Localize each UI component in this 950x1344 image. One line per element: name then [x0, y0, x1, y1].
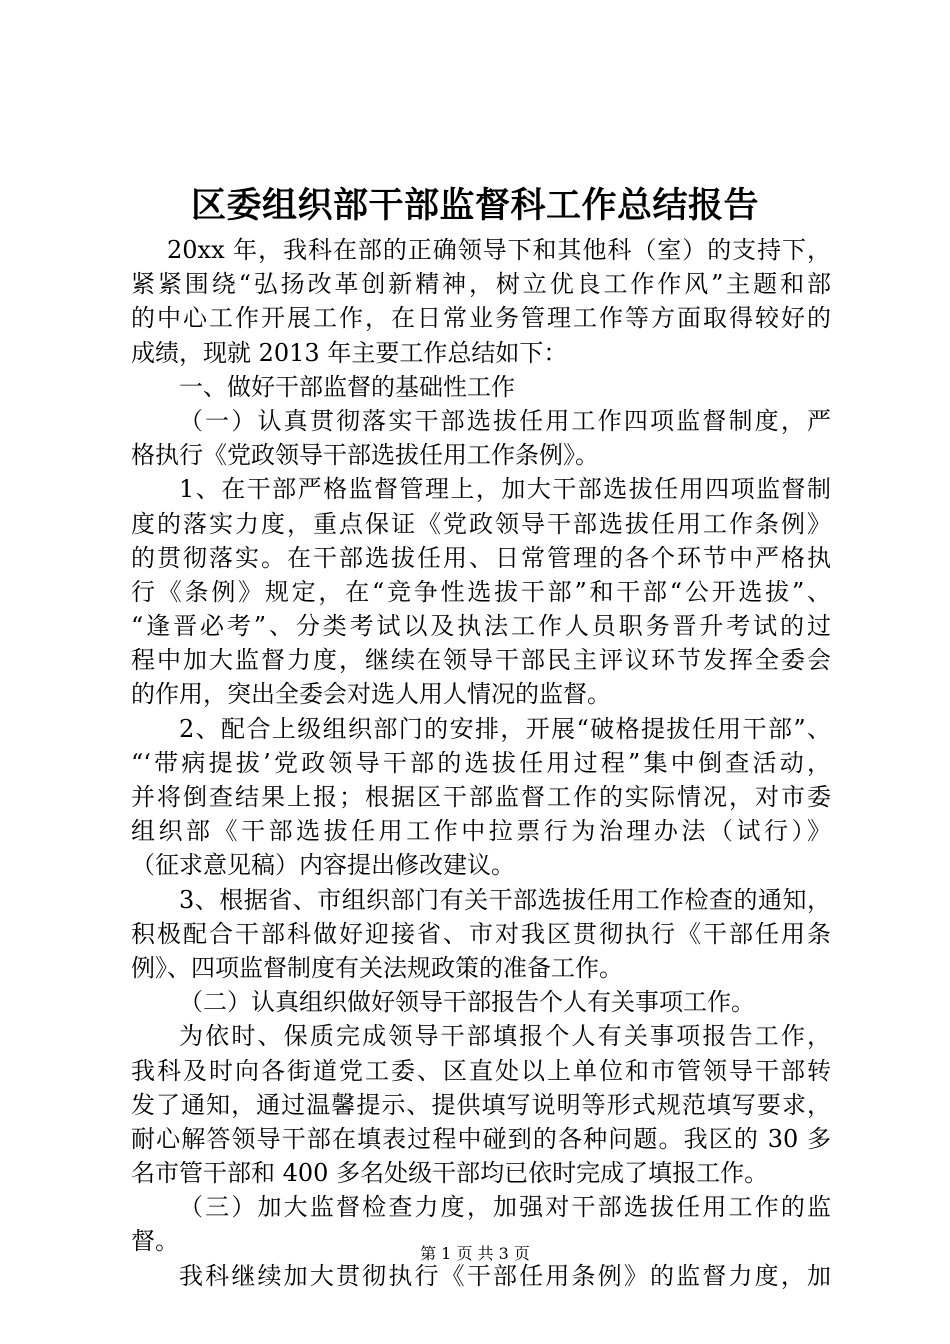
text-line: 度的落实力度，重点保证《党政领导干部选拔任用工作条例》	[131, 509, 831, 538]
text-line: 为依时、保质完成领导干部填报个人有关事项报告工作，	[179, 1022, 831, 1051]
text-line: （一）认真贯彻落实干部选拔任用工作四项监督制度，严	[179, 406, 831, 435]
text-line: 组织部《干部选拔任用工作中拉票行为治理办法（试行）》	[131, 817, 831, 846]
text-line: 成绩，现就 2013 年主要工作总结如下：	[131, 338, 568, 367]
text-line: 的作用，突出全委会对选人用人情况的监督。	[131, 680, 611, 709]
text-line: 我科及时向各街道党工委、区直处以上单位和市管领导干部转	[131, 1056, 831, 1085]
section-heading: 一、做好干部监督的基础性工作	[179, 372, 515, 401]
document-title: 区委组织部干部监督科工作总结报告	[190, 185, 759, 226]
text-line: “逢晋必考”、分类考试以及执法工作人员职务晋升考试的过	[131, 612, 831, 641]
text-line: 3、根据省、市组织部门有关干部选拔任用工作检查的通知，	[179, 885, 831, 914]
text-line: “‘带病提拔’党政领导干部的选拔任用过程”集中倒查活动，	[131, 748, 831, 777]
text-line: 的中心工作开展工作，在日常业务管理工作等方面取得较好的	[131, 304, 831, 333]
text-line: 例》、四项监督制度有关法规政策的准备工作。	[131, 953, 623, 982]
text-line: 发了通知，通过温馨提示、提供填写说明等形式规范填写要求，	[131, 1090, 831, 1119]
text-line: （二）认真组织做好领导干部报告个人有关事项工作。	[179, 988, 755, 1017]
text-line: 格执行《党政领导干部选拔任用工作条例》。	[131, 441, 599, 470]
text-line: 的贯彻落实。在干部选拔任用、日常管理的各个环节中严格执	[131, 543, 831, 572]
text-line: 督。	[131, 1227, 179, 1256]
text-line: （征求意见稿）内容提出修改建议。	[131, 851, 515, 880]
text-line: （三）加大监督检查力度，加强对干部选拔任用工作的监	[179, 1193, 831, 1222]
text-line: 我科继续加大贯彻执行《干部任用条例》的监督力度，加	[179, 1261, 831, 1290]
document-body	[131, 233, 831, 1293]
text-line: 1、在干部严格监督管理上，加大干部选拔任用四项监督制	[179, 475, 831, 504]
text-line: 积极配合干部科做好迎接省、市对我区贯彻执行《干部任用条	[131, 919, 831, 948]
text-line: 2、配合上级组织部门的安排，开展“破格提拔任用干部”、	[179, 714, 831, 743]
text-line: 紧紧围绕“弘扬改革创新精神，树立优良工作作风”主题和部	[131, 270, 831, 299]
text-line: 并将倒查结果上报；根据区干部监督工作的实际情况，对市委	[131, 783, 831, 811]
text-line: 程中加大监督力度，继续在领导干部民主评议环节发挥全委会	[131, 646, 831, 675]
text-line: 耐心解答领导干部在填表过程中碰到的各种问题。我区的 30 多	[131, 1124, 831, 1153]
page-footer: 第 1 页 共 3 页	[420, 1244, 530, 1263]
text-line: 行《条例》规定，在“竞争性选拔干部”和干部“公开选拔”、	[131, 577, 831, 606]
text-line: 20xx 年，我科在部的正确领导下和其他科（室）的支持下，	[167, 236, 831, 264]
text-line: 名市管干部和 400 多名处级干部均已依时完成了填报工作。	[131, 1159, 769, 1188]
